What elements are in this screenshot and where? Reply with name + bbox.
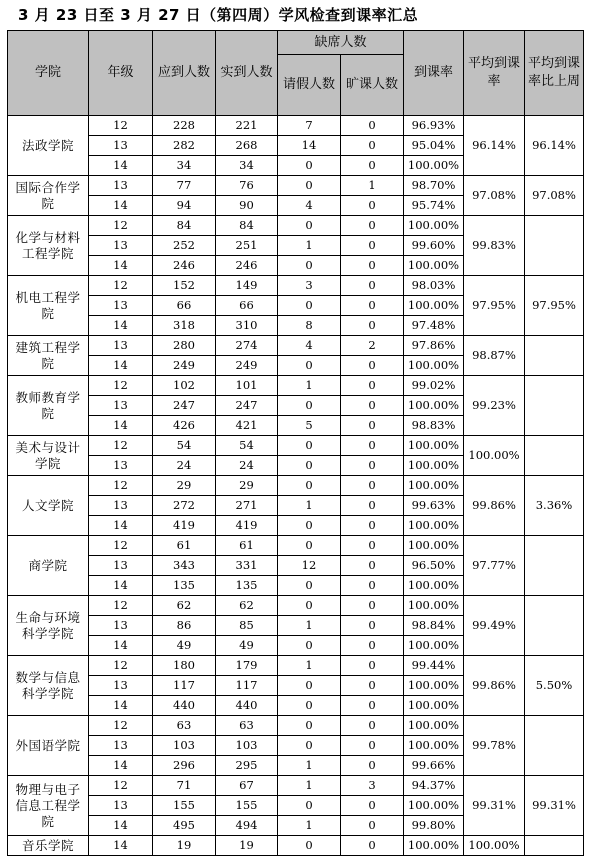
college-name-cell: 美术与设计学院 (8, 436, 89, 476)
college-name-cell: 法政学院 (8, 116, 89, 176)
actual-cell: 331 (216, 556, 278, 576)
leave-cell: 0 (278, 256, 341, 276)
expected-cell: 54 (153, 436, 216, 456)
grade-cell: 13 (89, 556, 153, 576)
college-name-cell: 人文学院 (8, 476, 89, 536)
rate-cell: 97.48% (404, 316, 464, 336)
rate-cell: 95.04% (404, 136, 464, 156)
rate-cell: 100.00% (404, 296, 464, 316)
grade-cell: 13 (89, 236, 153, 256)
rate-cell: 100.00% (404, 636, 464, 656)
truant-cell: 0 (341, 536, 404, 556)
actual-cell: 295 (216, 756, 278, 776)
grade-cell: 14 (89, 816, 153, 836)
expected-cell: 29 (153, 476, 216, 496)
table-row (8, 276, 584, 296)
grade-cell: 14 (89, 516, 153, 536)
compare-last-week-cell: 5.50% (525, 656, 584, 716)
leave-cell: 0 (278, 716, 341, 736)
actual-cell: 54 (216, 436, 278, 456)
leave-cell: 1 (278, 656, 341, 676)
actual-cell: 24 (216, 456, 278, 476)
leave-cell: 0 (278, 536, 341, 556)
truant-cell: 0 (341, 496, 404, 516)
rate-cell: 100.00% (404, 216, 464, 236)
expected-cell: 180 (153, 656, 216, 676)
expected-cell: 280 (153, 336, 216, 356)
header-leave: 请假人数 (278, 55, 341, 116)
college-name-cell: 外国语学院 (8, 716, 89, 776)
rate-cell: 96.93% (404, 116, 464, 136)
truant-cell: 0 (341, 376, 404, 396)
avg-rate-cell: 98.87% (464, 336, 525, 376)
table-row (8, 116, 584, 136)
table-row (8, 656, 584, 676)
rate-cell: 98.83% (404, 416, 464, 436)
rate-cell: 99.44% (404, 656, 464, 676)
truant-cell: 0 (341, 836, 404, 856)
truant-cell: 0 (341, 716, 404, 736)
leave-cell: 14 (278, 136, 341, 156)
header-expected: 应到人数 (153, 31, 216, 116)
table-row (8, 376, 584, 396)
avg-rate-cell: 100.00% (464, 836, 525, 856)
grade-cell: 13 (89, 296, 153, 316)
table-body (8, 116, 584, 856)
table-row (8, 216, 584, 236)
avg-rate-cell: 99.86% (464, 476, 525, 536)
rate-cell: 100.00% (404, 536, 464, 556)
actual-cell: 67 (216, 776, 278, 796)
expected-cell: 62 (153, 596, 216, 616)
rate-cell: 98.84% (404, 616, 464, 636)
grade-cell: 13 (89, 176, 153, 196)
avg-rate-cell: 99.78% (464, 716, 525, 776)
leave-cell: 0 (278, 456, 341, 476)
grade-cell: 13 (89, 796, 153, 816)
rate-cell: 99.63% (404, 496, 464, 516)
leave-cell: 1 (278, 816, 341, 836)
expected-cell: 249 (153, 356, 216, 376)
avg-rate-cell: 99.23% (464, 376, 525, 436)
leave-cell: 4 (278, 336, 341, 356)
truant-cell: 0 (341, 476, 404, 496)
rate-cell: 100.00% (404, 576, 464, 596)
avg-rate-cell: 96.14% (464, 116, 525, 176)
leave-cell: 0 (278, 796, 341, 816)
expected-cell: 77 (153, 176, 216, 196)
compare-last-week-cell (525, 216, 584, 276)
leave-cell: 0 (278, 216, 341, 236)
leave-cell: 1 (278, 756, 341, 776)
compare-last-week-cell: 97.95% (525, 276, 584, 336)
leave-cell: 0 (278, 736, 341, 756)
page-title: 3 月 23 日至 3 月 27 日（第四周）学风检查到课率汇总 (18, 6, 419, 24)
leave-cell: 1 (278, 236, 341, 256)
actual-cell: 34 (216, 156, 278, 176)
grade-cell: 12 (89, 716, 153, 736)
attendance-summary-table (7, 30, 584, 856)
actual-cell: 494 (216, 816, 278, 836)
grade-cell: 13 (89, 336, 153, 356)
actual-cell: 246 (216, 256, 278, 276)
expected-cell: 155 (153, 796, 216, 816)
expected-cell: 94 (153, 196, 216, 216)
leave-cell: 0 (278, 596, 341, 616)
actual-cell: 29 (216, 476, 278, 496)
table-row (8, 176, 584, 196)
actual-cell: 66 (216, 296, 278, 316)
rate-cell: 99.02% (404, 376, 464, 396)
truant-cell: 0 (341, 196, 404, 216)
avg-rate-cell: 99.86% (464, 656, 525, 716)
actual-cell: 247 (216, 396, 278, 416)
leave-cell: 0 (278, 176, 341, 196)
expected-cell: 66 (153, 296, 216, 316)
leave-cell: 8 (278, 316, 341, 336)
rate-cell: 100.00% (404, 396, 464, 416)
table-row (8, 596, 584, 616)
truant-cell: 3 (341, 776, 404, 796)
rate-cell: 100.00% (404, 676, 464, 696)
truant-cell: 0 (341, 416, 404, 436)
actual-cell: 62 (216, 596, 278, 616)
grade-cell: 14 (89, 836, 153, 856)
expected-cell: 63 (153, 716, 216, 736)
expected-cell: 318 (153, 316, 216, 336)
leave-cell: 1 (278, 616, 341, 636)
grade-cell: 12 (89, 436, 153, 456)
table-row (8, 716, 584, 736)
expected-cell: 152 (153, 276, 216, 296)
truant-cell: 0 (341, 676, 404, 696)
actual-cell: 63 (216, 716, 278, 736)
grade-cell: 13 (89, 456, 153, 476)
actual-cell: 249 (216, 356, 278, 376)
leave-cell: 0 (278, 696, 341, 716)
grade-cell: 12 (89, 116, 153, 136)
rate-cell: 100.00% (404, 596, 464, 616)
expected-cell: 228 (153, 116, 216, 136)
actual-cell: 85 (216, 616, 278, 636)
actual-cell: 49 (216, 636, 278, 656)
rate-cell: 100.00% (404, 836, 464, 856)
rate-cell: 100.00% (404, 436, 464, 456)
grade-cell: 14 (89, 356, 153, 376)
truant-cell: 0 (341, 656, 404, 676)
rate-cell: 100.00% (404, 156, 464, 176)
leave-cell: 0 (278, 576, 341, 596)
truant-cell: 0 (341, 216, 404, 236)
leave-cell: 0 (278, 516, 341, 536)
truant-cell: 0 (341, 276, 404, 296)
truant-cell: 0 (341, 116, 404, 136)
actual-cell: 19 (216, 836, 278, 856)
avg-rate-cell: 99.31% (464, 776, 525, 836)
avg-rate-cell: 100.00% (464, 436, 525, 476)
actual-cell: 61 (216, 536, 278, 556)
actual-cell: 251 (216, 236, 278, 256)
rate-cell: 99.80% (404, 816, 464, 836)
compare-last-week-cell (525, 436, 584, 476)
truant-cell: 0 (341, 356, 404, 376)
leave-cell: 1 (278, 776, 341, 796)
truant-cell: 0 (341, 816, 404, 836)
truant-cell: 0 (341, 636, 404, 656)
header-truant: 旷课人数 (341, 55, 404, 116)
rate-cell: 95.74% (404, 196, 464, 216)
expected-cell: 426 (153, 416, 216, 436)
expected-cell: 84 (153, 216, 216, 236)
grade-cell: 12 (89, 216, 153, 236)
grade-cell: 14 (89, 636, 153, 656)
header-rate: 到课率 (404, 31, 464, 116)
truant-cell: 0 (341, 576, 404, 596)
rate-cell: 99.60% (404, 236, 464, 256)
expected-cell: 24 (153, 456, 216, 476)
header-avg: 平均到课率 (464, 31, 525, 116)
grade-cell: 12 (89, 596, 153, 616)
compare-last-week-cell (525, 596, 584, 656)
expected-cell: 252 (153, 236, 216, 256)
avg-rate-cell: 97.08% (464, 176, 525, 216)
expected-cell: 86 (153, 616, 216, 636)
truant-cell: 0 (341, 316, 404, 336)
truant-cell: 0 (341, 236, 404, 256)
actual-cell: 84 (216, 216, 278, 236)
rate-cell: 100.00% (404, 696, 464, 716)
actual-cell: 179 (216, 656, 278, 676)
truant-cell: 0 (341, 696, 404, 716)
header-college: 学院 (8, 31, 89, 116)
compare-last-week-cell (525, 536, 584, 596)
leave-cell: 0 (278, 836, 341, 856)
college-name-cell: 机电工程学院 (8, 276, 89, 336)
actual-cell: 421 (216, 416, 278, 436)
truant-cell: 0 (341, 796, 404, 816)
expected-cell: 117 (153, 676, 216, 696)
grade-cell: 14 (89, 156, 153, 176)
truant-cell: 2 (341, 336, 404, 356)
header-actual: 实到人数 (216, 31, 278, 116)
header-absent-group: 缺席人数 (278, 31, 404, 55)
avg-rate-cell: 97.95% (464, 276, 525, 336)
truant-cell: 0 (341, 616, 404, 636)
rate-cell: 100.00% (404, 716, 464, 736)
header-grade: 年级 (89, 31, 153, 116)
actual-cell: 419 (216, 516, 278, 536)
compare-last-week-cell: 96.14% (525, 116, 584, 176)
avg-rate-cell: 97.77% (464, 536, 525, 596)
truant-cell: 0 (341, 516, 404, 536)
truant-cell: 0 (341, 296, 404, 316)
leave-cell: 0 (278, 436, 341, 456)
leave-cell: 1 (278, 376, 341, 396)
compare-last-week-cell (525, 376, 584, 436)
expected-cell: 103 (153, 736, 216, 756)
leave-cell: 0 (278, 296, 341, 316)
avg-rate-cell: 99.49% (464, 596, 525, 656)
expected-cell: 296 (153, 756, 216, 776)
rate-cell: 98.03% (404, 276, 464, 296)
actual-cell: 271 (216, 496, 278, 516)
expected-cell: 102 (153, 376, 216, 396)
actual-cell: 101 (216, 376, 278, 396)
expected-cell: 343 (153, 556, 216, 576)
truant-cell: 0 (341, 756, 404, 776)
truant-cell: 0 (341, 736, 404, 756)
expected-cell: 247 (153, 396, 216, 416)
compare-last-week-cell (525, 716, 584, 776)
leave-cell: 5 (278, 416, 341, 436)
expected-cell: 272 (153, 496, 216, 516)
expected-cell: 19 (153, 836, 216, 856)
rate-cell: 100.00% (404, 476, 464, 496)
truant-cell: 0 (341, 256, 404, 276)
leave-cell: 7 (278, 116, 341, 136)
grade-cell: 13 (89, 396, 153, 416)
grade-cell: 14 (89, 196, 153, 216)
rate-cell: 98.70% (404, 176, 464, 196)
expected-cell: 246 (153, 256, 216, 276)
actual-cell: 155 (216, 796, 278, 816)
actual-cell: 90 (216, 196, 278, 216)
grade-cell: 14 (89, 696, 153, 716)
table-row (8, 536, 584, 556)
table-row (8, 436, 584, 456)
rate-cell: 100.00% (404, 516, 464, 536)
grade-cell: 14 (89, 316, 153, 336)
college-name-cell: 国际合作学院 (8, 176, 89, 216)
rate-cell: 100.00% (404, 796, 464, 816)
table-header (8, 31, 584, 116)
grade-cell: 12 (89, 476, 153, 496)
college-name-cell: 教师教育学院 (8, 376, 89, 436)
rate-cell: 97.86% (404, 336, 464, 356)
compare-last-week-cell (525, 836, 584, 856)
college-name-cell: 物理与电子信息工程学院 (8, 776, 89, 836)
rate-cell: 96.50% (404, 556, 464, 576)
grade-cell: 14 (89, 576, 153, 596)
expected-cell: 419 (153, 516, 216, 536)
truant-cell: 0 (341, 436, 404, 456)
grade-cell: 13 (89, 736, 153, 756)
rate-cell: 99.66% (404, 756, 464, 776)
compare-last-week-cell: 99.31% (525, 776, 584, 836)
rate-cell: 100.00% (404, 736, 464, 756)
table-row (8, 776, 584, 796)
grade-cell: 12 (89, 376, 153, 396)
truant-cell: 0 (341, 556, 404, 576)
grade-cell: 12 (89, 776, 153, 796)
expected-cell: 49 (153, 636, 216, 656)
actual-cell: 149 (216, 276, 278, 296)
expected-cell: 34 (153, 156, 216, 176)
truant-cell: 0 (341, 136, 404, 156)
grade-cell: 12 (89, 276, 153, 296)
actual-cell: 268 (216, 136, 278, 156)
compare-last-week-cell: 97.08% (525, 176, 584, 216)
college-name-cell: 化学与材料工程学院 (8, 216, 89, 276)
college-name-cell: 音乐学院 (8, 836, 89, 856)
expected-cell: 61 (153, 536, 216, 556)
leave-cell: 4 (278, 196, 341, 216)
grade-cell: 14 (89, 256, 153, 276)
leave-cell: 0 (278, 476, 341, 496)
grade-cell: 14 (89, 416, 153, 436)
expected-cell: 495 (153, 816, 216, 836)
leave-cell: 0 (278, 356, 341, 376)
grade-cell: 13 (89, 676, 153, 696)
college-name-cell: 商学院 (8, 536, 89, 596)
truant-cell: 0 (341, 456, 404, 476)
college-name-cell: 生命与环境科学学院 (8, 596, 89, 656)
table-row (8, 836, 584, 856)
grade-cell: 13 (89, 136, 153, 156)
compare-last-week-cell (525, 336, 584, 376)
actual-cell: 103 (216, 736, 278, 756)
leave-cell: 0 (278, 676, 341, 696)
leave-cell: 3 (278, 276, 341, 296)
truant-cell: 0 (341, 156, 404, 176)
expected-cell: 135 (153, 576, 216, 596)
actual-cell: 274 (216, 336, 278, 356)
table-row (8, 476, 584, 496)
avg-rate-cell: 99.83% (464, 216, 525, 276)
rate-cell: 100.00% (404, 356, 464, 376)
truant-cell: 1 (341, 176, 404, 196)
grade-cell: 13 (89, 616, 153, 636)
leave-cell: 0 (278, 156, 341, 176)
leave-cell: 12 (278, 556, 341, 576)
expected-cell: 71 (153, 776, 216, 796)
actual-cell: 76 (216, 176, 278, 196)
rate-cell: 94.37% (404, 776, 464, 796)
grade-cell: 12 (89, 536, 153, 556)
actual-cell: 310 (216, 316, 278, 336)
grade-cell: 12 (89, 656, 153, 676)
leave-cell: 1 (278, 496, 341, 516)
leave-cell: 0 (278, 636, 341, 656)
table-row (8, 336, 584, 356)
rate-cell: 100.00% (404, 256, 464, 276)
compare-last-week-cell: 3.36% (525, 476, 584, 536)
rate-cell: 100.00% (404, 456, 464, 476)
expected-cell: 282 (153, 136, 216, 156)
actual-cell: 440 (216, 696, 278, 716)
grade-cell: 13 (89, 496, 153, 516)
grade-cell: 14 (89, 756, 153, 776)
expected-cell: 440 (153, 696, 216, 716)
header-cmp: 平均到课率比上周 (525, 31, 584, 116)
actual-cell: 117 (216, 676, 278, 696)
leave-cell: 0 (278, 396, 341, 416)
truant-cell: 0 (341, 396, 404, 416)
actual-cell: 135 (216, 576, 278, 596)
college-name-cell: 数学与信息科学学院 (8, 656, 89, 716)
college-name-cell: 建筑工程学院 (8, 336, 89, 376)
truant-cell: 0 (341, 596, 404, 616)
actual-cell: 221 (216, 116, 278, 136)
